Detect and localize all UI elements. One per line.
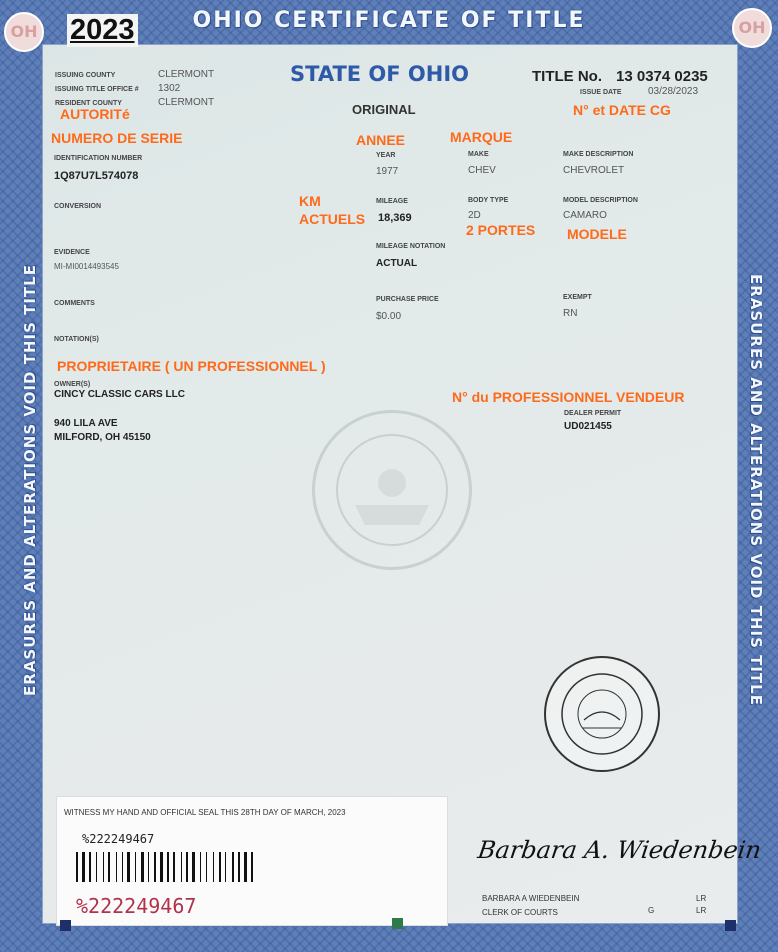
state-heading: STATE OF OHIO xyxy=(290,62,470,86)
exempt-label: EXEMPT xyxy=(563,294,592,301)
note-vendeur: N° du PROFESSIONNEL VENDEUR xyxy=(452,389,685,405)
barcode-number-bottom: %222249467 xyxy=(76,894,197,918)
mileage-notation-label: MILEAGE NOTATION xyxy=(376,243,446,250)
owner-label: OWNER(S) xyxy=(54,381,91,388)
clerk-title: CLERK OF COURTS xyxy=(482,908,558,917)
barcode-bar xyxy=(251,852,253,882)
mileage-label: MILEAGE xyxy=(376,198,408,205)
code-lr-2: LR xyxy=(696,906,707,915)
mileage-notation: ACTUAL xyxy=(376,258,418,269)
barcode-bar xyxy=(148,852,149,882)
barcode-bar xyxy=(82,852,85,882)
note-serie: NUMERO DE SERIE xyxy=(51,130,183,146)
barcode-bar xyxy=(192,852,195,882)
state-seal-graphic xyxy=(315,413,469,567)
issuing-office: 1302 xyxy=(158,83,181,94)
barcode-bar xyxy=(225,852,226,882)
make-description-label: MAKE DESCRIPTION xyxy=(563,151,634,158)
make-description: CHEVROLET xyxy=(563,165,625,176)
vin-label: IDENTIFICATION NUMBER xyxy=(54,155,143,162)
court-seal xyxy=(544,656,660,772)
barcode-bar xyxy=(206,852,207,882)
barcode-bar xyxy=(89,852,91,882)
code-g: G xyxy=(648,906,655,915)
code-lr-1: LR xyxy=(696,894,707,903)
dealer-permit: UD021455 xyxy=(564,421,612,432)
witness-text: WITNESS MY HAND AND OFFICIAL SEAL THIS 28TH DAY OF MARCH, 2023 xyxy=(64,808,346,817)
mileage: 18,369 xyxy=(378,212,412,224)
year-label: YEAR xyxy=(376,152,396,159)
registration-mark-center xyxy=(392,918,403,929)
barcode-bar xyxy=(244,852,247,882)
note-marque: MARQUE xyxy=(450,129,513,145)
note-annee: ANNEE xyxy=(356,132,406,148)
vehicle-year: 1977 xyxy=(376,166,399,177)
make-label: MAKE xyxy=(468,151,489,158)
owner-address-1: 940 LILA AVE xyxy=(54,418,118,429)
barcode-bar xyxy=(173,852,175,882)
vin: 1Q87U7L574078 xyxy=(54,170,139,182)
barcode-bar xyxy=(96,852,97,882)
resident-county-label: RESIDENT COUNTY xyxy=(55,100,122,107)
note-autorite: AUTORITé xyxy=(60,106,130,122)
note-modele: MODELE xyxy=(567,226,627,242)
barcode-bar xyxy=(116,852,117,882)
issuing-county-label: ISSUING COUNTY xyxy=(55,72,116,79)
barcode-bar xyxy=(181,852,182,882)
oh-badge-left: OH xyxy=(4,12,44,52)
note-proprietaire: PROPRIETAIRE ( UN PROFESSIONNEL ) xyxy=(57,358,326,374)
barcode-bar xyxy=(141,852,144,882)
evidence-label: EVIDENCE xyxy=(54,249,90,256)
barcode-number-top: %222249467 xyxy=(82,832,155,846)
barcode-bar xyxy=(154,852,156,882)
comments-label: COMMENTS xyxy=(54,300,95,307)
notations-label: NOTATION(S) xyxy=(54,336,99,343)
barcode-bar xyxy=(232,852,234,882)
barcode-bar xyxy=(160,852,163,882)
barcode xyxy=(76,852,304,882)
model-description-label: MODEL DESCRIPTION xyxy=(563,197,638,204)
owner-address-2: MILFORD, OH 45150 xyxy=(54,432,151,443)
conversion-label: CONVERSION xyxy=(54,203,102,210)
barcode-bar xyxy=(108,852,110,882)
court-seal-graphic xyxy=(546,658,658,770)
body-type-label: BODY TYPE xyxy=(468,197,509,204)
clerk-name: BARBARA A WIEDENBEIN xyxy=(482,894,580,903)
barcode-bar xyxy=(186,852,188,882)
purchase-price: $0.00 xyxy=(376,311,402,322)
body-type: 2D xyxy=(468,210,481,221)
barcode-bar xyxy=(238,852,240,882)
dealer-permit-label: DEALER PERMIT xyxy=(564,410,622,417)
note-km: KM xyxy=(299,193,321,209)
exempt: RN xyxy=(563,308,578,319)
note-date-cg: N° et DATE CG xyxy=(573,102,671,118)
barcode-bar xyxy=(219,852,221,882)
barcode-bar xyxy=(200,852,201,882)
purchase-price-label: PURCHASE PRICE xyxy=(376,296,439,303)
issuing-county: CLERMONT xyxy=(158,69,215,80)
state-seal xyxy=(312,410,472,570)
model-description: CAMARO xyxy=(563,210,607,221)
note-portes: 2 PORTES xyxy=(466,222,536,238)
copy-type: ORIGINAL xyxy=(352,102,416,117)
certificate-banner: OHIO CERTIFICATE OF TITLE xyxy=(192,8,586,33)
resident-county: CLERMONT xyxy=(158,97,215,108)
owner-name: CINCY CLASSIC CARS LLC xyxy=(54,389,185,400)
clerk-signature: Barbara A. Wiedenbein xyxy=(476,836,763,864)
vehicle-make: CHEV xyxy=(468,165,496,176)
note-actuels: ACTUELS xyxy=(299,211,366,227)
barcode-bar xyxy=(213,852,214,882)
issuing-office-label: ISSUING TITLE OFFICE # xyxy=(55,86,139,93)
void-warning-right: ERASURES AND ALTERATIONS VOID THIS TITLE xyxy=(747,274,765,706)
title-number: 13 0374 0235 xyxy=(616,68,708,85)
issue-date: 03/28/2023 xyxy=(648,86,699,97)
barcode-bar xyxy=(167,852,169,882)
registration-mark-left xyxy=(60,920,71,931)
barcode-bar xyxy=(103,852,104,882)
evidence: MI-MI0014493545 xyxy=(54,262,119,271)
registration-mark-right xyxy=(725,920,736,931)
void-warning-left: ERASURES AND ALTERATIONS VOID THIS TITLE xyxy=(21,264,39,696)
issue-date-label: ISSUE DATE xyxy=(580,89,622,96)
year-stamp: 2023 xyxy=(67,14,138,47)
title-number-label: TITLE No. xyxy=(532,68,602,85)
barcode-bar xyxy=(122,852,123,882)
barcode-bar xyxy=(135,852,136,882)
barcode-bar xyxy=(76,852,78,882)
oh-badge-right: OH xyxy=(732,8,772,48)
barcode-bar xyxy=(127,852,130,882)
